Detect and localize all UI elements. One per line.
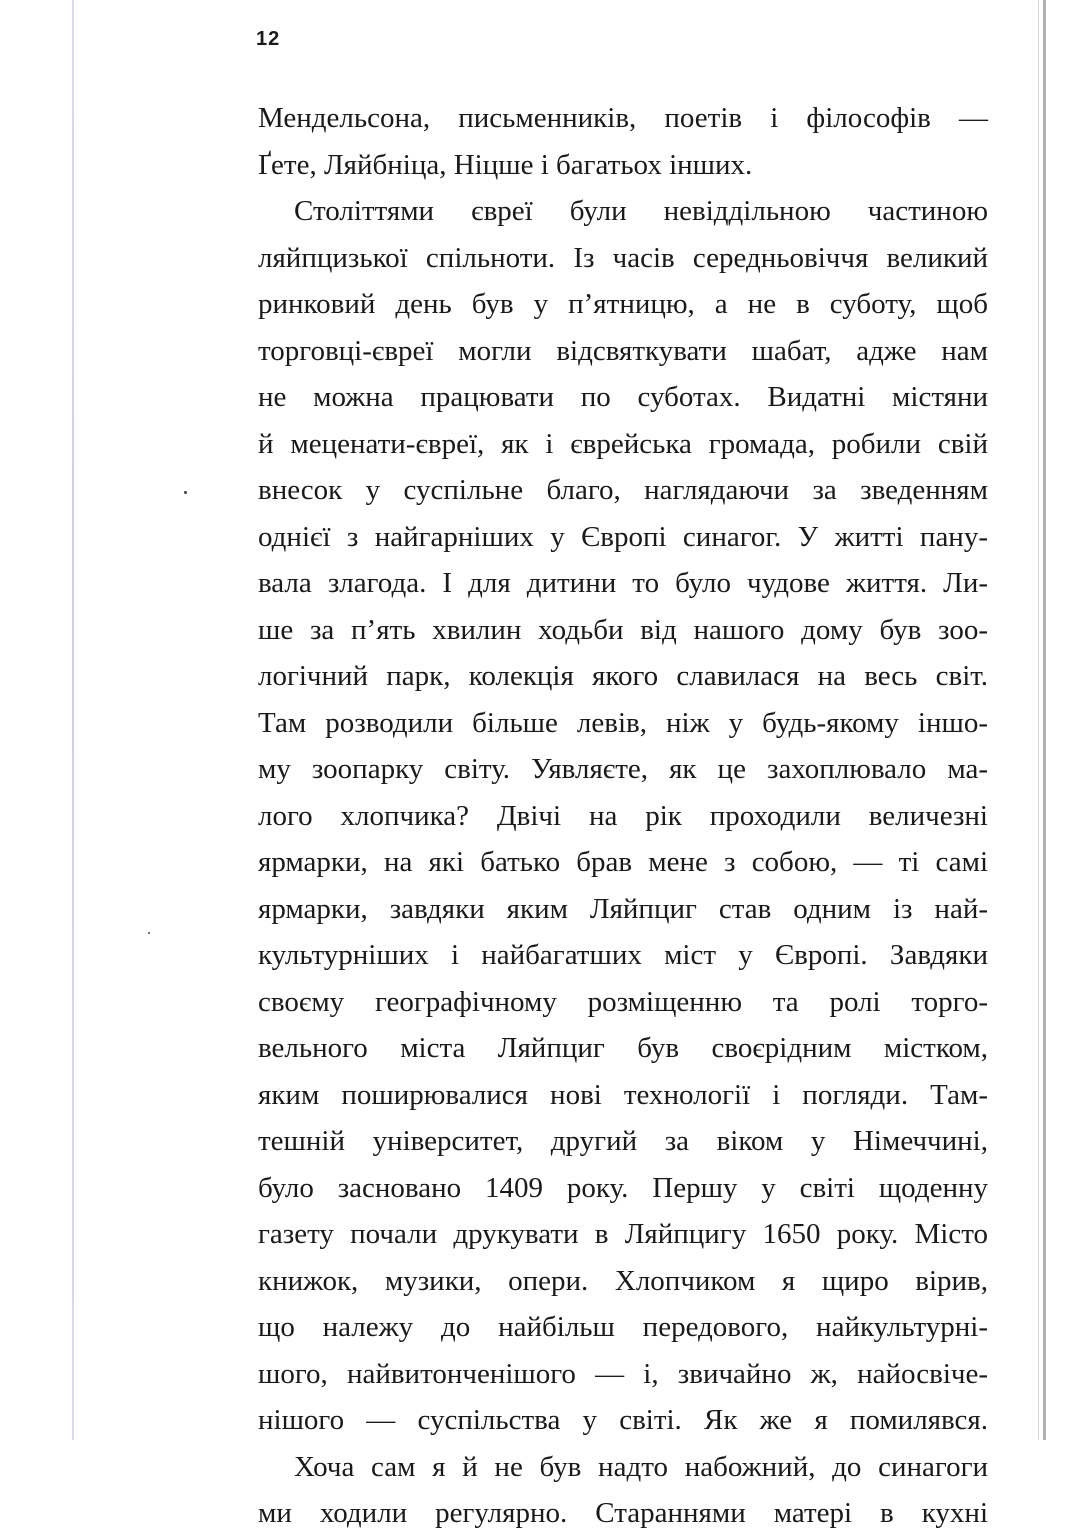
text-line: не можна працювати по суботах. Видатні містяни [258, 381, 988, 413]
scan-speck [148, 932, 150, 934]
page-right-edge [1043, 0, 1046, 1440]
text-line: ринковий день був у п’ятницю, а не в суботу, щоб [258, 288, 988, 320]
text-line: нішого — суспільства у світі. Як же я помилявся. [258, 1404, 988, 1436]
text-line: Ґете, Ляйбніца, Ніцше і багатьох інших. [258, 148, 753, 181]
text-line: логічний парк, колекція якого славилася на весь світ. [258, 660, 988, 692]
text-line: ляйпцизької спільноти. Із часів середньовіччя великий [258, 241, 988, 274]
text-line: вельного міста Ляйпциг був своєрідним містком, [258, 1032, 988, 1064]
page-left-edge [72, 0, 74, 1440]
text-line: внесок у суспільне благо, наглядаючи за зведенням [258, 474, 988, 506]
text-line: й меценати-євреї, як і єврейська громада, робили свій [258, 427, 988, 460]
text-line: було засновано 1409 року. Першу у світі щоденну [258, 1171, 988, 1204]
text-line: торговці-євреї могли відсвяткувати шабат, адже нам [258, 334, 988, 367]
text-line: книжок, музики, опери. Хлопчиком я щиро вірив, [258, 1264, 988, 1297]
text-line: Там розводили більше левів, ніж у будь-якому іншо- [258, 706, 988, 739]
text-line: Хоча сам я й не був надто набожний, до синагоги [294, 1450, 988, 1483]
text-line: культурніших і найбагатших міст у Європі. Завдяки [258, 939, 988, 971]
text-line: ми ходили регулярно. Стараннями матері в кухні [258, 1497, 988, 1529]
body-text [258, 95, 988, 1537]
text-line: шого, найвитонченішого — і, звичайно ж, найосвіче- [258, 1357, 988, 1390]
text-line: ярмарки, завдяки яким Ляйпциг став одним із най- [258, 892, 988, 925]
text-line: однієї з найгарніших у Європі синагог. У житті пану- [258, 520, 988, 553]
text-line: вала злагода. І для дитини то було чудове життя. Ли- [258, 567, 988, 599]
text-line: му зоопарку світу. Уявляєте, як це захоплювало ма- [258, 753, 988, 785]
text-line: тешній університет, другий за віком у Німеччині, [258, 1125, 988, 1157]
text-line: ярмарки, на які батько брав мене з собою, — ті самі [258, 846, 988, 878]
text-line: яким поширювалися нові технології і погляди. Там- [258, 1078, 988, 1111]
text-line: Мендельсона, письменників, поетів і філософів — [258, 102, 988, 134]
page-number: 12 [256, 28, 281, 50]
page-right-edge-inner [1038, 0, 1039, 1440]
text-line: ше за п’ять хвилин ходьби від нашого дому був зоо- [258, 613, 988, 646]
scan-speck [184, 491, 187, 494]
text-line: газету почали друкувати в Ляйпцигу 1650 року. Місто [258, 1218, 988, 1250]
text-line: Століттями євреї були невіддільною частиною [294, 195, 988, 227]
text-line: лого хлопчика? Двічі на рік проходили величезні [258, 799, 988, 832]
text-line: що належу до найбільш передового, найкультурні- [258, 1311, 988, 1343]
text-line: своєму географічному розміщенню та ролі торго- [258, 985, 988, 1018]
